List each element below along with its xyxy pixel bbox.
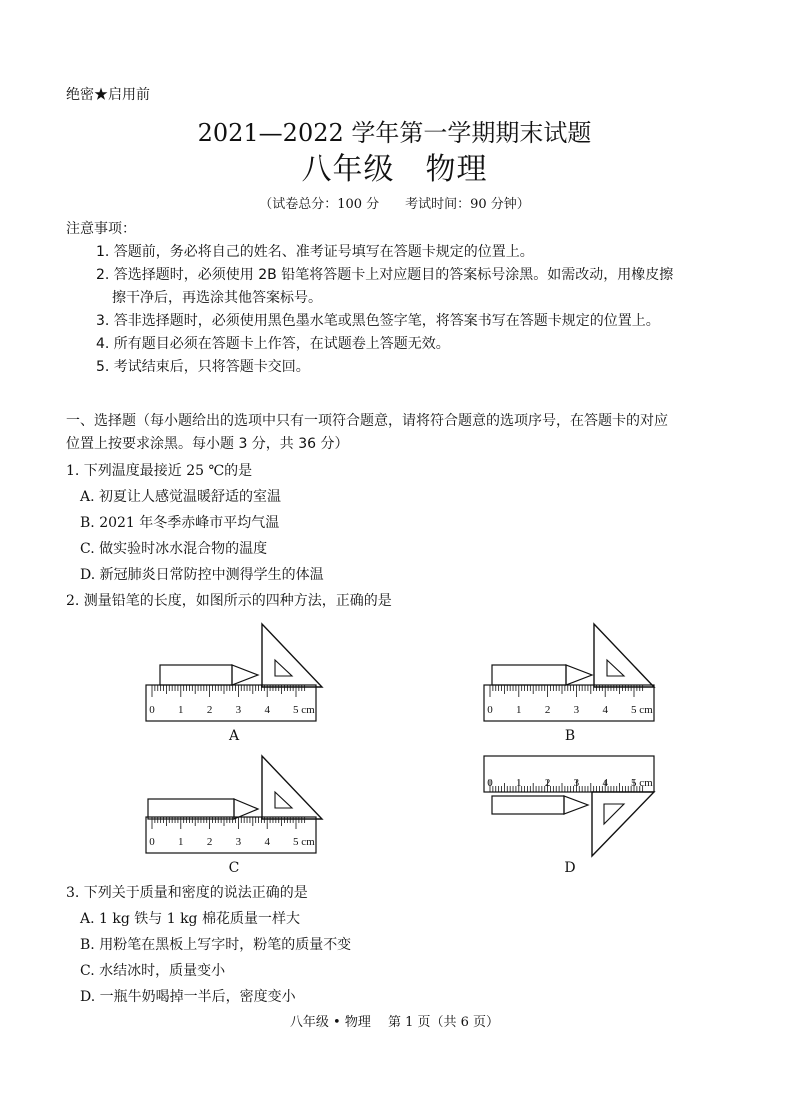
exam-meta: （试卷总分：100 分 考试时间：90 分钟） — [259, 197, 530, 212]
ruler-tick-label: 0 — [487, 704, 493, 716]
question-2-stem: 2. 测量铅笔的长度，如图所示的四种方法，正确的是 — [66, 593, 392, 609]
ruler-tick-label: 0 — [149, 704, 155, 716]
ruler-tick-label: 4 — [602, 704, 608, 716]
ruler-tick-label: 1 — [178, 704, 184, 716]
figure-label-a: A — [228, 728, 240, 744]
question-3-option-b: B. 用粉笔在黑板上写字时，粉笔的质量不变 — [80, 937, 352, 953]
figure-label-b: B — [564, 728, 576, 744]
ruler-tick-label: 3 — [573, 704, 580, 716]
exam-subtitle: 八年级 物理 — [301, 152, 488, 187]
question-1-option-c: C. 做实验时冰水混合物的温度 — [80, 541, 268, 557]
notice-item: 4. 所有题目必须在答题卡上作答，在试题卷上答题无效。 — [96, 336, 450, 352]
ruler-tick-label: 1 — [178, 836, 184, 848]
ruler-tick-label: 5 cm — [631, 777, 653, 789]
figure-label-d: D — [564, 860, 576, 876]
question-1-stem: 1. 下列温度最接近 25 ℃的是 — [66, 463, 253, 479]
confidential-mark: 绝密★启用前 — [66, 87, 150, 103]
ruler-tick-label: 5 cm — [631, 704, 653, 716]
question-1-option-d: D. 新冠肺炎日常防控中测得学生的体温 — [80, 567, 324, 583]
section-heading-continued: 位置上按要求涂黑。每小题 3 分，共 36 分） — [66, 436, 349, 452]
ruler-figure-d — [478, 752, 668, 862]
figure-label-c: C — [228, 860, 240, 876]
ruler-tick-label: 3 — [573, 777, 580, 789]
ruler-figure-b — [478, 620, 668, 725]
notice-item: 1. 答题前，务必将自己的姓名、准考证号填写在答题卡规定的位置上。 — [96, 244, 534, 260]
ruler-tick-label: 4 — [264, 704, 270, 716]
ruler-tick-label: 0 — [487, 777, 493, 789]
ruler-tick-label: 2 — [206, 704, 213, 716]
ruler-tick-label: 1 — [516, 704, 522, 716]
ruler-tick-label: 3 — [235, 836, 242, 848]
notice-heading: 注意事项： — [66, 221, 136, 237]
section-heading: 一、选择题（每小题给出的选项中只有一项符合题意，请将符合题意的选项序号，在答题卡的对应 — [66, 413, 668, 429]
ruler-tick-label: 4 — [602, 777, 608, 789]
ruler-tick-label: 2 — [544, 704, 551, 716]
ruler-figure-a — [140, 620, 330, 725]
ruler-tick-label: 4 — [264, 836, 270, 848]
ruler-tick-label: 2 — [206, 836, 213, 848]
ruler-tick-label: 1 — [516, 777, 522, 789]
ruler-tick-label: 3 — [235, 704, 242, 716]
question-3-option-d: D. 一瓶牛奶喝掉一半后，密度变小 — [80, 989, 296, 1005]
question-3-option-a: A. 1 kg 铁与 1 kg 棉花质量一样大 — [80, 911, 300, 927]
ruler-figure-c — [140, 752, 330, 857]
ruler-tick-label: 5 cm — [293, 704, 315, 716]
notice-item: 5. 考试结束后，只将答题卡交回。 — [96, 359, 310, 375]
page-footer: 八年级 • 物理 第 1 页（共 6 页） — [289, 1015, 500, 1030]
notice-item-continued: 擦干净后，再选涂其他答案标号。 — [112, 290, 322, 306]
question-3-option-c: C. 水结冰时，质量变小 — [80, 963, 226, 979]
question-3-stem: 3. 下列关于质量和密度的说法正确的是 — [66, 885, 308, 901]
question-1-option-b: B. 2021 年冬季赤峰市平均气温 — [80, 515, 280, 531]
ruler-tick-label: 0 — [149, 836, 155, 848]
ruler-tick-label: 2 — [544, 777, 551, 789]
ruler-tick-label: 5 cm — [293, 836, 315, 848]
notice-item: 3. 答非选择题时，必须使用黑色墨水笔或黑色签字笔，将答案书写在答题卡规定的位置上。 — [96, 313, 660, 329]
exam-title: 2021—2022 学年第一学期期末试题 — [197, 119, 592, 147]
question-1-option-a: A. 初夏让人感觉温暖舒适的室温 — [80, 489, 282, 505]
notice-item: 2. 答选择题时，必须使用 2B 铅笔将答题卡上对应题目的答案标号涂黑。如需改动，用橡皮擦 — [96, 267, 674, 283]
